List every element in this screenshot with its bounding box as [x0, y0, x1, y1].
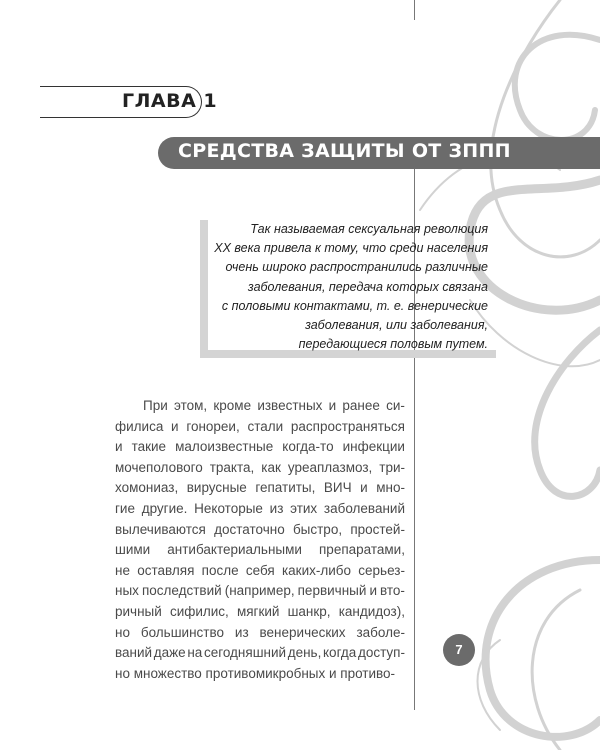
body-line: [115, 478, 405, 499]
body-line: [115, 602, 405, 623]
chapter-title: СРЕДСТВА ЗАЩИТЫ ОТ ЗППП: [178, 140, 511, 162]
body-word: вылечиваются: [115, 521, 206, 537]
body-word: этом,: [173, 398, 208, 413]
body-word: три-: [379, 459, 405, 475]
body-word: и: [328, 398, 337, 413]
vertical-divider-top: [414, 0, 415, 20]
body-word: антибактериальными: [167, 542, 302, 558]
body-word: быстро,: [292, 521, 343, 537]
body-word: стали: [247, 418, 284, 434]
body-word: филиса: [115, 418, 164, 434]
body-word: такие: [131, 439, 167, 455]
body-line: [115, 623, 405, 644]
body-word: гонореи,: [186, 418, 240, 434]
epigraph-line: с половыми контактами, т. е. венерические: [221, 298, 488, 313]
body-word: шими: [115, 542, 151, 558]
epigraph-line: передающиеся половым путем.: [298, 337, 488, 352]
body-word: распространяться: [290, 418, 405, 434]
body-word: когда: [323, 645, 357, 661]
epigraph-line: заболевания, передача которых связана: [247, 279, 488, 294]
body-word: серьез-: [358, 562, 405, 578]
body-word: этих: [290, 500, 318, 516]
body-line: [115, 396, 405, 417]
body-word: ранее: [342, 398, 380, 413]
body-word: хомониаз,: [115, 480, 179, 496]
body-word: тракта,: [209, 459, 255, 475]
body-word: простей-: [350, 521, 405, 537]
body-word: другие.: [141, 500, 188, 516]
body-word: гепатиты,: [255, 480, 316, 496]
body-word: кандидоз),: [338, 603, 405, 619]
body-word: достаточно: [214, 521, 285, 537]
body-word: уреаплазмоз,: [287, 459, 373, 475]
body-line: [115, 520, 405, 541]
chapter-label: ГЛАВА 1: [122, 90, 218, 112]
body-line: [115, 499, 405, 520]
body-word: мно-: [376, 480, 405, 496]
body-word: оставляя: [137, 562, 195, 578]
epigraph-line: Так называемая сексуальная революция: [250, 222, 488, 236]
body-word: инфекции: [342, 439, 405, 455]
epigraph-line: очень широко распространились различные: [225, 260, 488, 275]
body-word: и: [115, 439, 123, 455]
body-word: но: [115, 624, 130, 640]
epigraph-line: XX века привела к тому, что среди населения: [214, 241, 488, 256]
body-word: день,: [287, 645, 322, 661]
body-line: [115, 417, 405, 438]
body-word: каких-либо: [281, 562, 352, 578]
body-word: себя: [245, 562, 275, 578]
body-line: [115, 437, 405, 458]
body-word: сегодняшний: [203, 645, 287, 661]
body-word: на: [187, 645, 203, 661]
body-word: гие: [115, 500, 135, 516]
body-text: [115, 396, 405, 684]
body-word: заболеваний: [323, 500, 405, 516]
page-number: 7: [443, 634, 475, 666]
body-word: как: [261, 459, 281, 475]
body-word: (например,: [224, 583, 295, 599]
body-line: [115, 561, 405, 582]
body-word: и: [171, 418, 179, 434]
body-word: венерических: [259, 624, 346, 640]
body-word: сифилис,: [169, 603, 229, 619]
body-word: известных: [257, 398, 323, 413]
body-line: [115, 581, 405, 602]
body-word: ричный: [115, 603, 162, 619]
body-line: [115, 458, 405, 479]
body-word: ных: [115, 583, 139, 599]
body-line: но множество противомикробных и противо-: [115, 665, 396, 681]
body-word: мочеполового: [115, 459, 203, 475]
body-word: шанкр,: [287, 603, 331, 619]
body-word: малоизвестные: [175, 439, 274, 455]
body-word: из: [234, 624, 249, 640]
body-word: первичный: [297, 583, 367, 599]
body-word: ваний: [115, 645, 153, 661]
body-word: из: [269, 500, 284, 516]
body-word: Некоторые: [194, 500, 263, 516]
body-word: мягкий: [236, 603, 280, 619]
body-line: [115, 540, 405, 561]
body-word: кроме: [213, 398, 252, 413]
epigraph-line: заболевания, или заболевания,: [305, 318, 488, 333]
body-word: вто-: [380, 583, 405, 599]
body-word: ВИЧ: [323, 480, 352, 496]
body-word: При: [143, 398, 168, 413]
body-word: после: [201, 562, 239, 578]
body-word: и: [369, 583, 377, 599]
body-line: [115, 643, 405, 664]
body-word: даже: [153, 645, 186, 661]
body-word: большинство: [140, 624, 225, 640]
epigraph: [198, 220, 488, 354]
body-word: препаратами,: [319, 542, 405, 558]
body-word: вирусные: [186, 480, 247, 496]
body-word: доступ-: [357, 645, 405, 661]
body-word: си-: [386, 398, 405, 413]
body-word: когда-то: [282, 439, 334, 455]
body-word: заболе-: [356, 624, 405, 640]
body-word: последствий: [141, 583, 222, 599]
body-word: и: [360, 480, 368, 496]
body-word: не: [115, 562, 130, 578]
